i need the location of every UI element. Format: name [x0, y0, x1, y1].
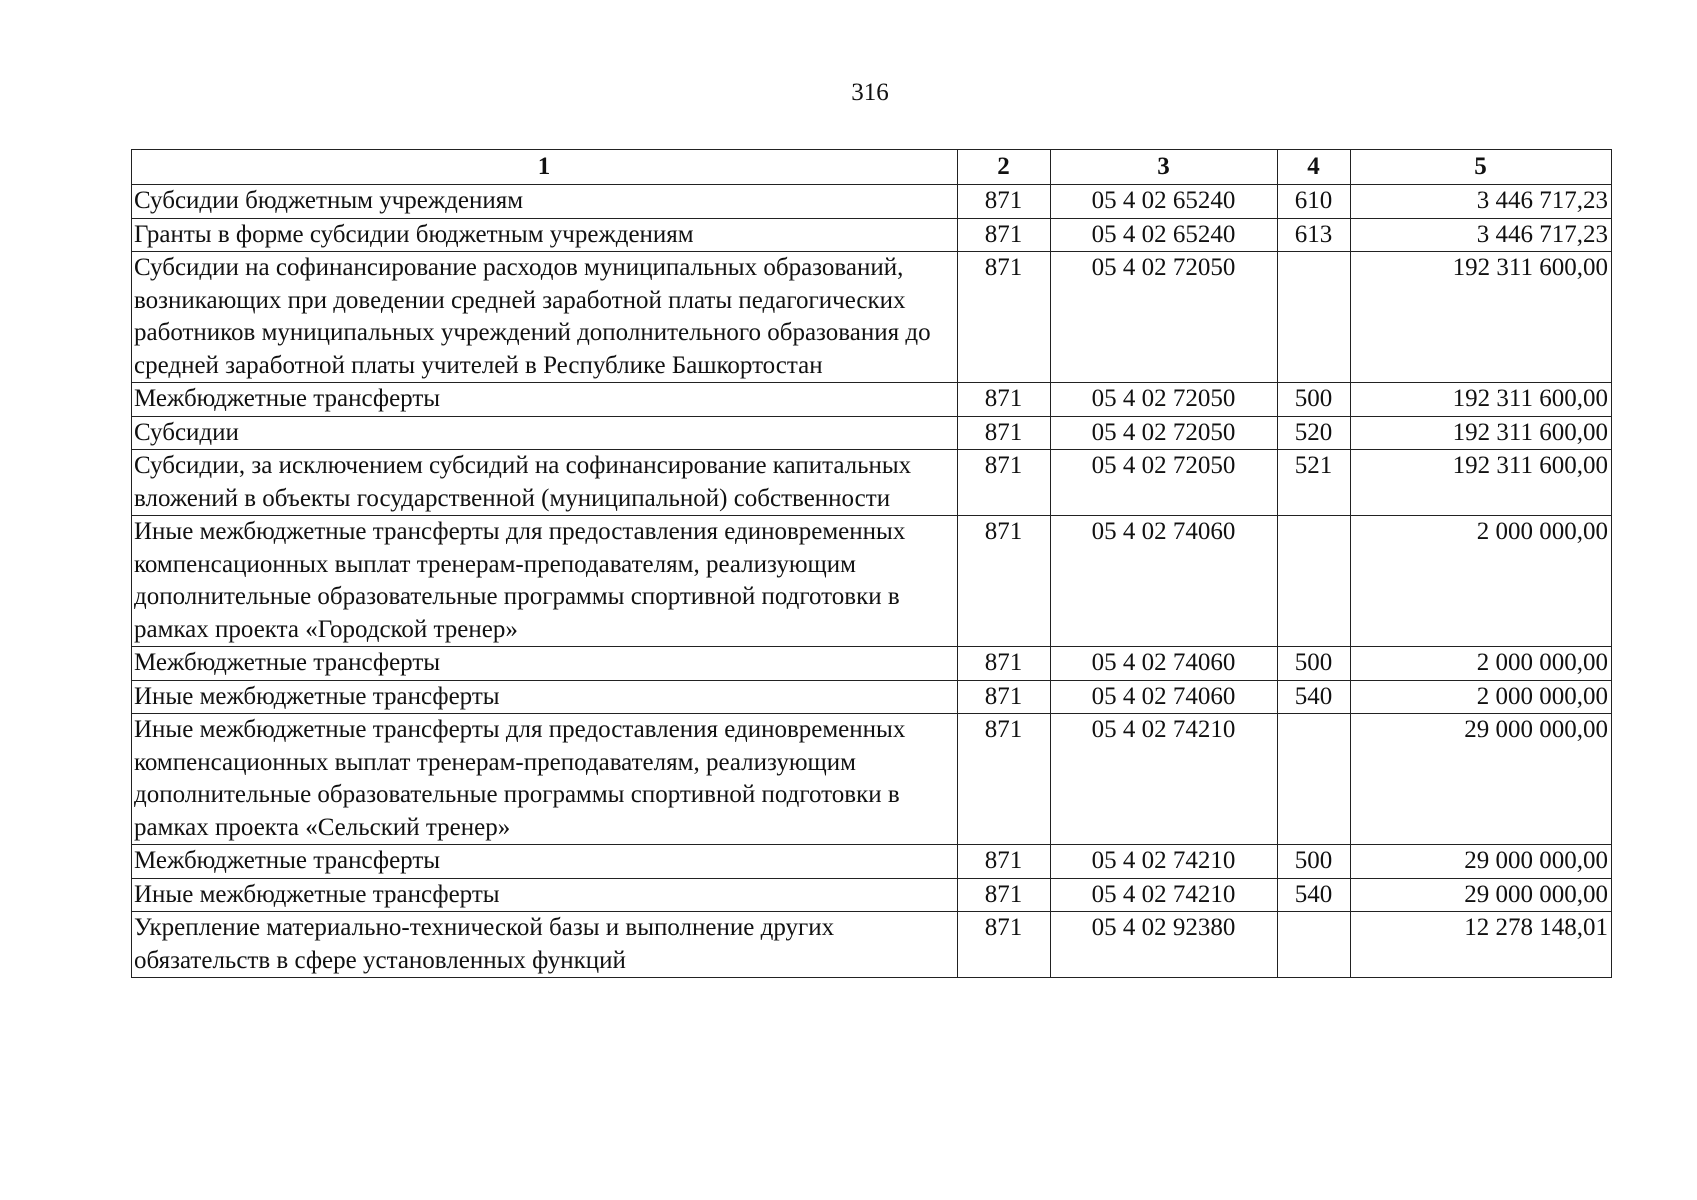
- row-sum: 192 311 600,00: [1351, 450, 1612, 516]
- row-name: Субсидии, за исключением субсидий на софинансирование капитальных вложений в объекты государственной (муниципальной) собственности: [132, 450, 958, 516]
- table-row: [132, 912, 1612, 978]
- row-name: Иные межбюджетные трансферты для предоставления единовременных компенсационных выплат тренерам-преподавателям, реализующим дополнительные образовательные программы спортивной подготовки в рамках проекта «Городской тренер»: [132, 516, 958, 647]
- budget-table: [131, 149, 1612, 978]
- row-sum: 12 278 148,01: [1351, 912, 1612, 978]
- table-row: [132, 416, 1612, 450]
- table-row: [132, 185, 1612, 219]
- row-expense-type: 540: [1278, 680, 1351, 714]
- row-sum: 192 311 600,00: [1351, 383, 1612, 417]
- row-target-article: 05 4 02 72050: [1051, 252, 1278, 383]
- row-code: 871: [958, 647, 1051, 681]
- table-row: [132, 252, 1612, 383]
- table-row: [132, 383, 1612, 417]
- row-name: Иные межбюджетные трансферты для предоставления единовременных компенсационных выплат тренерам-преподавателям, реализующим дополнительные образовательные программы спортивной подготовки в рамках проекта «Сельский тренер»: [132, 714, 958, 845]
- row-sum: 192 311 600,00: [1351, 416, 1612, 450]
- row-sum: 29 000 000,00: [1351, 878, 1612, 912]
- table-row: [132, 450, 1612, 516]
- row-name: Межбюджетные трансферты: [132, 845, 958, 879]
- row-expense-type: [1278, 912, 1351, 978]
- row-name: Субсидии бюджетным учреждениям: [132, 185, 958, 219]
- row-sum: 3 446 717,23: [1351, 185, 1612, 219]
- row-expense-type: [1278, 252, 1351, 383]
- row-code: 871: [958, 383, 1051, 417]
- row-target-article: 05 4 02 92380: [1051, 912, 1278, 978]
- header-row: [132, 150, 1612, 185]
- column-header-1: 1: [132, 150, 958, 185]
- row-expense-type: 610: [1278, 185, 1351, 219]
- row-expense-type: 540: [1278, 878, 1351, 912]
- table-row: [132, 714, 1612, 845]
- row-code: 871: [958, 714, 1051, 845]
- row-code: 871: [958, 878, 1051, 912]
- row-sum: 2 000 000,00: [1351, 680, 1612, 714]
- row-sum: 3 446 717,23: [1351, 218, 1612, 252]
- row-target-article: 05 4 02 72050: [1051, 383, 1278, 417]
- row-expense-type: 500: [1278, 845, 1351, 879]
- row-sum: 29 000 000,00: [1351, 714, 1612, 845]
- table-row: [132, 516, 1612, 647]
- table-row: [132, 647, 1612, 681]
- row-sum: 2 000 000,00: [1351, 647, 1612, 681]
- page-number: 316: [851, 79, 889, 106]
- row-code: 871: [958, 252, 1051, 383]
- column-header-5: 5: [1351, 150, 1612, 185]
- table-row: [132, 878, 1612, 912]
- row-target-article: 05 4 02 74210: [1051, 878, 1278, 912]
- row-target-article: 05 4 02 74210: [1051, 714, 1278, 845]
- row-code: 871: [958, 450, 1051, 516]
- row-name: Иные межбюджетные трансферты: [132, 878, 958, 912]
- row-target-article: 05 4 02 65240: [1051, 185, 1278, 219]
- row-name: Межбюджетные трансферты: [132, 647, 958, 681]
- row-name: Межбюджетные трансферты: [132, 383, 958, 417]
- row-sum: 2 000 000,00: [1351, 516, 1612, 647]
- row-expense-type: 500: [1278, 383, 1351, 417]
- row-code: 871: [958, 416, 1051, 450]
- row-sum: 192 311 600,00: [1351, 252, 1612, 383]
- row-expense-type: 521: [1278, 450, 1351, 516]
- row-name: Субсидии на софинансирование расходов муниципальных образований, возникающих при доведении средней заработной платы педагогических работников муниципальных учреждений дополнительного образования до средней заработной платы учителей в Республике Башкортостан: [132, 252, 958, 383]
- row-expense-type: 613: [1278, 218, 1351, 252]
- row-name: Укрепление материально-технической базы и выполнение других обязательств в сфере установленных функций: [132, 912, 958, 978]
- row-target-article: 05 4 02 74060: [1051, 680, 1278, 714]
- row-code: 871: [958, 185, 1051, 219]
- row-code: 871: [958, 680, 1051, 714]
- row-code: 871: [958, 516, 1051, 647]
- row-target-article: 05 4 02 74060: [1051, 647, 1278, 681]
- row-sum: 29 000 000,00: [1351, 845, 1612, 879]
- row-code: 871: [958, 912, 1051, 978]
- table-row: [132, 218, 1612, 252]
- row-target-article: 05 4 02 72050: [1051, 416, 1278, 450]
- row-code: 871: [958, 845, 1051, 879]
- row-name: Гранты в форме субсидии бюджетным учреждениям: [132, 218, 958, 252]
- row-target-article: 05 4 02 74210: [1051, 845, 1278, 879]
- row-code: 871: [958, 218, 1051, 252]
- row-target-article: 05 4 02 65240: [1051, 218, 1278, 252]
- row-target-article: 05 4 02 72050: [1051, 450, 1278, 516]
- column-header-4: 4: [1278, 150, 1351, 185]
- table-row: [132, 845, 1612, 879]
- row-name: Иные межбюджетные трансферты: [132, 680, 958, 714]
- row-expense-type: [1278, 516, 1351, 647]
- row-expense-type: [1278, 714, 1351, 845]
- column-header-3: 3: [1051, 150, 1278, 185]
- row-target-article: 05 4 02 74060: [1051, 516, 1278, 647]
- table-row: [132, 680, 1612, 714]
- row-expense-type: 500: [1278, 647, 1351, 681]
- row-expense-type: 520: [1278, 416, 1351, 450]
- row-name: Субсидии: [132, 416, 958, 450]
- column-header-2: 2: [958, 150, 1051, 185]
